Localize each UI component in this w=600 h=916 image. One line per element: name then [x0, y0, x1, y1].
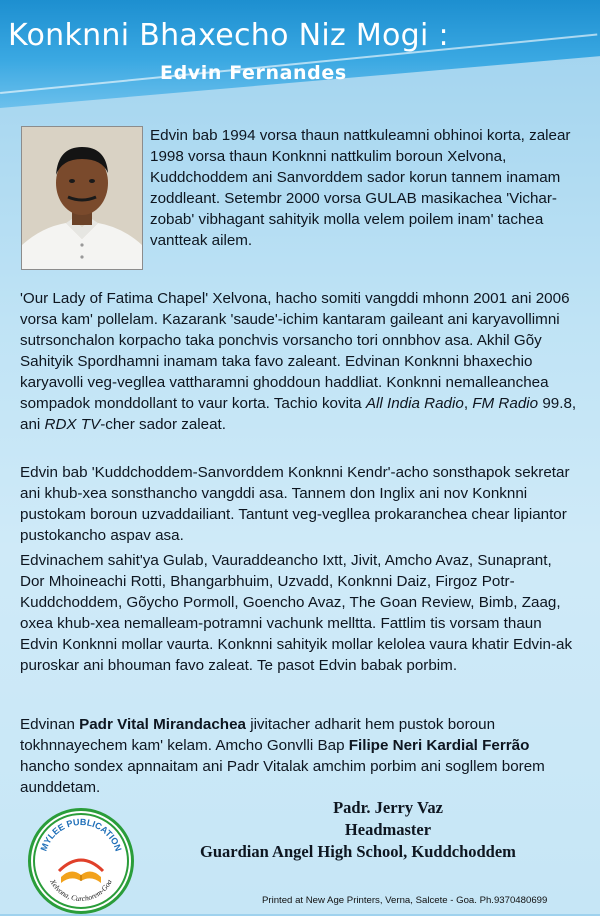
paragraph-publications: Edvinachem sahit'ya Gulab, Vauraddeancho Ixtt, Jivit, Amcho Avaz, Sunaprant, Dor Mhoineachi Rotti, Bhangarbhuim, Uzvadd, Konknni Daiz, Firgoz Potr-Kuddchoddem, Gõycho Pormoll, Goencho Avaz, The Goan Review, Bimb, Zaag, oxea khub-xea nemalleam-potramni vachunk melltta. Fattlim tis vorsam thaun Edvin Konknni mollar vaurta. Konknni sahityik mollar kelolea vaura khatir Edvin-ak puroskar ani bhouman favo zaleat. Te pasot Edvin babak porbim.: [20, 552, 573, 674]
paragraph-text: 'Our Lady of Fatima Chapel' Xelvona, hacho somiti vangddi mhonn 2001 ani 2006 vorsa kam' pollelam. Kazarank 'saude'-ichim kantaram gaileant ani karyavollimni sutrsonchalon korpacho taka ponchvis vorsancho tori onnbhov asa. Akhil Gõy Sahityik Spordhamni inamam taka favo zaleant. Edvinan Konknni bhaxechio karyavolli veg-vegllea vattharamni ghoddoun haddliat. Konknni nemalleanchea sompadok monddollant to vaur korta. Tachio kovita: [20, 290, 570, 412]
author-photo: [21, 126, 143, 270]
paragraph-text: 99.8, ani: [20, 395, 577, 433]
publisher-logo: [28, 808, 134, 914]
logo-bottom-text: Xelvona, Curchorem-Goa: [48, 877, 114, 904]
logo-top-text: MYLEE PUBLICATION: [38, 816, 124, 853]
radio-name: All India Radio: [365, 395, 464, 412]
paragraph-book-about: [20, 714, 578, 798]
printer-credit: Printed at New Age Printers, Verna, Salcete - Goa. Ph.9370480699: [262, 895, 548, 906]
signature-block: [168, 797, 548, 863]
tv-name: RDX TV: [44, 416, 101, 433]
signatory-role: Headmaster: [344, 820, 432, 839]
book-title: Konknni Bhaxecho Niz Mogi :: [8, 18, 449, 53]
bold-name: Filipe Neri Kardial Ferrão: [348, 737, 530, 754]
header-band: [0, 0, 600, 108]
bold-name: Padr Vital Mirandachea: [79, 716, 246, 733]
paragraph-community-work: [20, 288, 578, 435]
separator-text: ,: [463, 395, 473, 412]
portrait-image: [22, 127, 142, 269]
fm-radio-name: FM Radio: [472, 395, 539, 412]
signatory-name: Padr. Jerry Vaz: [333, 798, 443, 817]
paragraph-text: hancho sondex apnnaitam ani Padr Vitalak amchim porbim ani sogllem borem aunddetam.: [20, 758, 545, 796]
author-name: Edvin Fernandes: [160, 62, 347, 84]
paragraph-kendr: Edvin bab 'Kuddchoddem-Sanvorddem Konknni Kendr'-acho sonsthapok sekretar ani khub-xea sonsthancho vangddi asa. Tannem don Inglix ani nov Konknni pustokam boroun uzvaddailiant. Tantunt veg-vegllea prokaranchea chear lipiantor pustokancho aspav asa.: [20, 464, 570, 544]
logo-emblem: [31, 811, 131, 911]
paragraph-text: Edvinan: [20, 716, 80, 733]
paragraph-text: -cher sador zaleat.: [100, 416, 226, 433]
paragraph-text: jivitacher adharit hem pustok boroun tokhnnayechem kam' kelam. Amcho Gonvlli Bap: [20, 716, 496, 754]
signatory-school: Guardian Angel High School, Kuddchoddem: [200, 842, 516, 861]
paragraph-bio-intro: Edvin bab 1994 vorsa thaun nattkuleamni obhinoi korta, zalear 1998 vorsa thaun Konknni nattkulim boroun Xelvona, Kuddchoddem ani Sanvorddem sador korun tannem inamam zoddleant. Setembr 2000 vorsa GULAB masikachea 'Vichar-zobab' vibhagant sahityik molla velem poilem inam' tachea vantteak ailem.: [150, 127, 571, 249]
